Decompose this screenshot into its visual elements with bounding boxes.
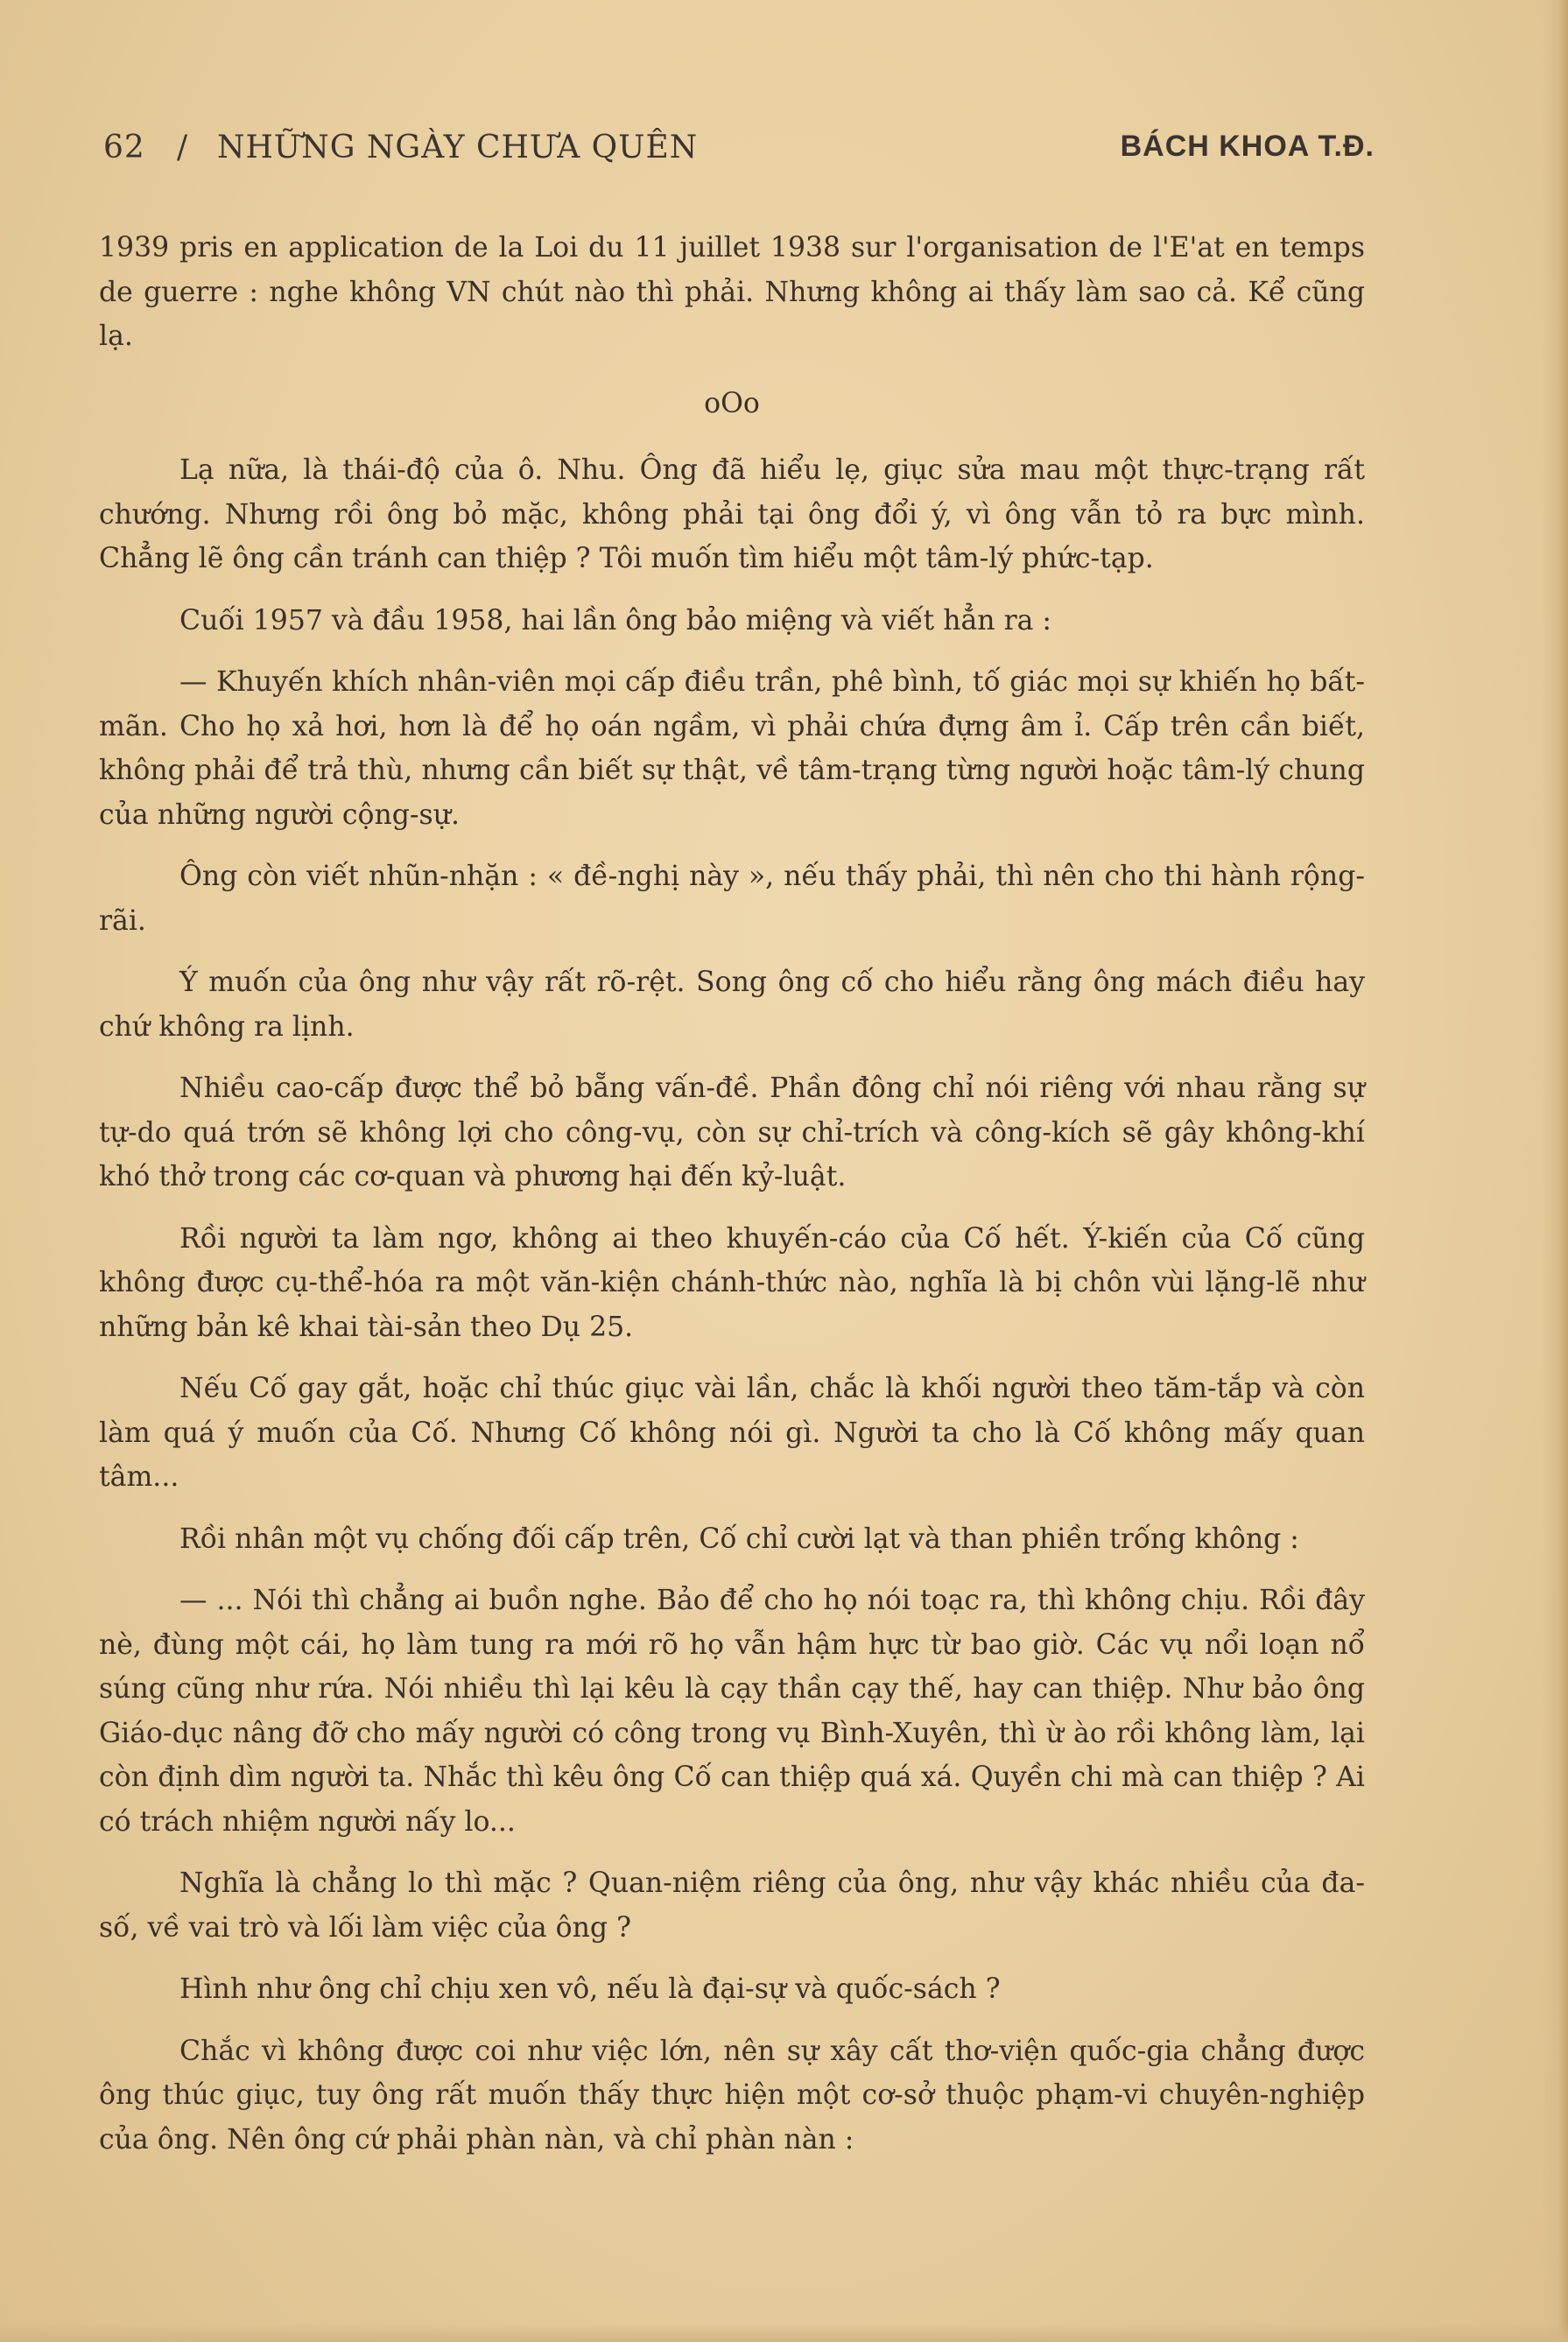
paragraph: Cuối 1957 và đầu 1958, hai lần ông bảo miệng và viết hẳn ra : bbox=[179, 604, 1052, 636]
paragraph: Chắc vì không được coi như việc lớn, nên sự xây cất thơ-viện quốc-gia chẳng được ông thúc giục, tuy ông rất muốn thấy thực hiện một cơ-sở thuộc phạm-vi chuyên-nghiệp của ông. Nên ông cứ phải phàn nàn, và chỉ phàn nàn : bbox=[99, 2035, 1365, 2156]
running-title: NHỮNG NGÀY CHƯA QUÊN bbox=[217, 130, 699, 165]
quoted-paragraph: — Khuyến khích nhân-viên mọi cấp điều trần, phê bình, tố giác mọi sự khiến họ bất-mãn. Cho họ xả hơi, hơn là để họ oán ngầm, vì phải chứa đựng âm ỉ. Cấp trên cần biết, không phải để trả thù, nhưng cần biết sự thật, về tâm-trạng từng người hoặc tâm-lý chung của những người cộng-sự. bbox=[99, 666, 1365, 831]
paragraph: Ý muốn của ông như vậy rất rõ-rệt. Song ông cố cho hiểu rằng ông mách điều hay chứ không ra lịnh. bbox=[99, 967, 1365, 1043]
paragraph: Rồi người ta làm ngơ, không ai theo khuyến-cáo của Cố hết. Ý-kiến của Cố cũng không được cụ-thể-hóa ra một văn-kiện chánh-thức nào, nghĩa là bị chôn vùi lặng-lẽ như những bản kê khai tài-sản theo Dụ 25. bbox=[99, 1222, 1365, 1343]
page-edge-shadow bbox=[1542, 0, 1568, 2342]
journal-name: BÁCH KHOA T.Đ. bbox=[1120, 130, 1375, 163]
article-body bbox=[99, 226, 1365, 2179]
paragraph: Nếu Cố gay gắt, hoặc chỉ thúc giục vài lần, chắc là khối người theo tăm-tắp và còn làm quá ý muốn của Cố. Nhưng Cố không nói gì. Người ta cho là Cố không mấy quan tâm... bbox=[99, 1373, 1365, 1493]
paragraph: Nghĩa là chẳng lo thì mặc ? Quan-niệm riêng của ông, như vậy khác nhiều của đa-số, về vai trò và lối làm việc của ông ? bbox=[99, 1867, 1365, 1944]
quoted-paragraph: — ... Nói thì chẳng ai buồn nghe. Bảo để cho họ nói toạc ra, thì không chịu. Rồi đây nè, đùng một cái, họ làm tung ra mới rõ họ vẫn hậm hực từ bao giờ. Các vụ nổi loạn nổ súng cũng như rứa. Nói nhiều thì lại kêu là cạy thần cạy thế, hay can thiệp. Như bảo ông Giáo-dục nâng đỡ cho mấy người có công trong vụ Bình-Xuyên, thì ừ ào rồi không làm, lại còn định dìm người ta. Nhắc thì kêu ông Cố can thiệp quá xá. Quyền chi mà can thiệp ? Ai có trách nhiệm người nấy lo... bbox=[99, 1585, 1365, 1838]
paragraph: 1939 pris en application de la Loi du 11 juillet 1938 sur l'organisation de l'E'at en temps de guerre : nghe không VN chút nào thì phải. Nhưng không ai thấy làm sao cả. Kể cũng lạ. bbox=[99, 232, 1365, 352]
paragraph: Lạ nữa, là thái-độ của ô. Nhu. Ông đã hiểu lẹ, giục sửa mau một thực-trạng rất chướng. Nhưng rồi ông bỏ mặc, không phải tại ông đổi ý, vì ông vẫn tỏ ra bực mình. Chẳng lẽ ông cần tránh can thiệp ? Tôi muốn tìm hiểu một tâm-lý phức-tạp. bbox=[99, 454, 1365, 574]
paragraph: Rồi nhân một vụ chống đối cấp trên, Cố chỉ cười lạt và than phiền trống không : bbox=[179, 1523, 1299, 1555]
header-separator: / bbox=[177, 130, 189, 165]
page-number: 62 bbox=[103, 130, 145, 165]
paragraph: Ông còn viết nhũn-nhặn : « đề-nghị này », nếu thấy phải, thì nên cho thi hành rộng-rãi. bbox=[99, 861, 1365, 937]
page-bottom-shadow bbox=[0, 2323, 1568, 2342]
page-header bbox=[103, 130, 1375, 173]
paragraph: Hình như ông chỉ chịu xen vô, nếu là đại-sự và quốc-sách ? bbox=[179, 1973, 1001, 2005]
paragraph: Nhiều cao-cấp được thể bỏ bẵng vấn-đề. Phần đông chỉ nói riêng với nhau rằng sự tự-do quá trớn sẽ không lợi cho công-vụ, còn sự chỉ-trích và công-kích sẽ gây không-khí khó thở trong các cơ-quan và phương hại đến kỷ-luật. bbox=[99, 1073, 1365, 1192]
section-divider: oOo bbox=[704, 387, 760, 419]
